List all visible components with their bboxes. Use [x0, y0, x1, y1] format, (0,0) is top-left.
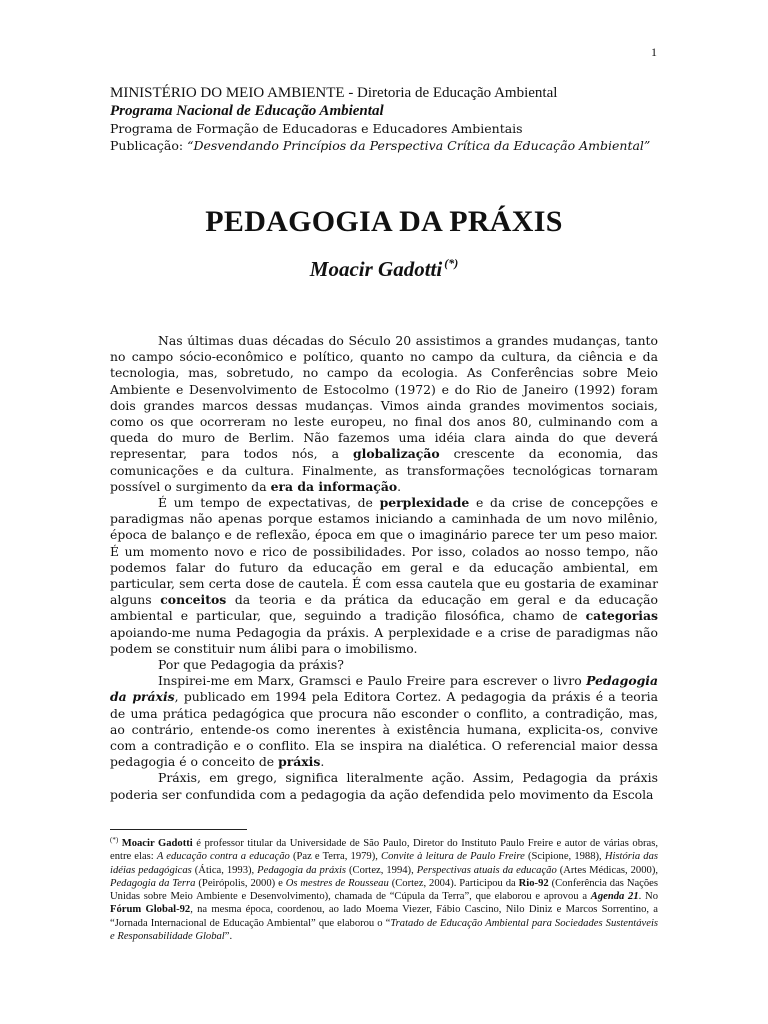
- book-title: Pedagogia da Terra: [110, 877, 196, 889]
- footnote-mark: (*): [110, 836, 119, 844]
- text-run: (Cortez, 1994),: [346, 864, 417, 876]
- book-title: História das idéias pedagógicas: [110, 851, 659, 876]
- book-title: Os mestres de Rousseau: [285, 877, 389, 889]
- author-line: [0, 256, 768, 282]
- event-name: Rio-92: [518, 877, 549, 889]
- paragraph-5: Práxis, em grego, significa literalmente ação. Assim, Pedagogia da práxis poderia ser confundida com a pedagogia da ação defendida pelo movimento da Escola: [110, 770, 658, 802]
- author-name: Moacir Gadotti: [309, 257, 443, 281]
- text-run: É um tempo de expectativas, de: [158, 495, 380, 511]
- term-conceitos: conceitos: [160, 592, 227, 608]
- text-run: (Ática, 1993),: [191, 864, 258, 876]
- event-name: Fórum Global-92: [110, 904, 191, 916]
- term-praxis: práxis: [278, 754, 321, 770]
- paragraph-3: Por que Pedagogia da práxis?: [158, 657, 344, 673]
- text-run: , publicado em 1994 pela Editora Cortez. A pedagogia da práxis é a teoria de uma prática pedagógica que procura não esconder o conflito, a contradição, mas, ao contrário, entende-os como inerentes à existência humana, explicita-os, convive com a contradição e o conflito. Ela se inspira na dialética. O referencial maior dessa pedagogia é o conceito de: [110, 689, 659, 770]
- paragraph-4: [110, 673, 658, 770]
- footnote: [110, 834, 658, 943]
- publication-label: Publicação:: [110, 138, 188, 153]
- ministry-line: MINISTÉRIO DO MEIO AMBIENTE - Diretoria de Educação Ambiental: [110, 85, 558, 101]
- footnote-separator: [110, 829, 247, 830]
- text-run: crescente da economia, das comunicações e da cultura. Finalmente, as transformações tecnológicas tornaram possível o surgimento da: [110, 446, 658, 494]
- text-run: .: [320, 754, 325, 770]
- text-run: (Artes Médicas, 2000),: [556, 864, 658, 876]
- term-globalizacao: globalização: [352, 446, 440, 462]
- paragraph-2: [110, 495, 658, 657]
- book-title-pedagogia-da-praxis: Pedagogia da práxis: [110, 673, 658, 705]
- text-run: (Conferência das Nações Unidas sobre Meio Ambiente e Desenvolvimento), chamada de “Cúpula da Terra”, que elaborou e aprovou a: [110, 877, 658, 903]
- text-run: (Peirópolis, 2000) e: [195, 877, 286, 889]
- text-run: Inspirei-me em Marx, Gramsci e Paulo Freire para escrever o livro: [158, 673, 587, 689]
- paragraph-1: [110, 333, 658, 495]
- term-categorias: categorias: [585, 608, 658, 624]
- book-title: Perspectivas atuais da educação: [416, 864, 557, 876]
- text-run: (Scipione, 1988),: [524, 851, 605, 863]
- author-footnote-mark: (*): [444, 256, 459, 270]
- text-run: , na mesma época, coordenou, ao lado Moema Viezer, Fábio Cascino, Nilo Diniz e Marcos Sorrentino, a “Jornada Internacional de Educação Ambiental” que elaborou o “: [110, 904, 658, 929]
- book-title: Pedagogia da práxis: [257, 864, 347, 876]
- footnote-author-name: Moacir Gadotti: [121, 838, 193, 849]
- book-title: Convite à leitura de Paulo Freire: [381, 851, 525, 863]
- document-header: [110, 84, 670, 154]
- article-body: [110, 333, 658, 803]
- text-run: .: [397, 478, 402, 494]
- text-run: (Paz e Terra, 1979),: [289, 851, 382, 863]
- text-run: Nas últimas duas décadas do Século 20 assistimos a grandes mudanças, tanto no campo sócio-econômico e político, quanto no campo da cultura, da ciência e da tecnologia, mas, sobretudo, no campo da ecologia. As Conferências sobre Meio Ambiente e Desenvolvimento de Estocolmo (1972) e do Rio de Janeiro (1992) foram dois grandes marcos dessas mudanças. Vimos ainda grandes movimentos sociais, como os que ocorreram no leste europeu, no final dos anos 80, culminando com a queda do muro de Berlim. Não fazemos uma idéia clara ainda do que deverá representar, para todos nós, a: [110, 333, 658, 462]
- text-run: é professor titular da Universidade de São Paulo, Diretor do Instituto Paulo Freire e autor de várias obras, entre elas:: [110, 838, 658, 863]
- program-line: Programa Nacional de Educação Ambiental: [110, 103, 384, 119]
- article-title: PEDAGOGIA DA PRÁXIS: [205, 205, 563, 238]
- text-run: apoiando-me numa Pedagogia da práxis. A perplexidade e a crise de paradigmas não podem se constituir num álibi para o imobilismo.: [110, 624, 658, 656]
- page-number: 1: [651, 45, 657, 59]
- publication-line: [110, 137, 670, 154]
- term-perplexidade: perplexidade: [379, 495, 470, 511]
- text-run: e da crise de concepções e paradigmas não apenas porque estamos iniciando a caminhada de um novo milênio, época de balanço e de reflexão, época em que o imaginário parece ter um peso maior. É um momento novo e rico de possibilidades. Por isso, colados ao nosso tempo, não podemos falar do futuro da educação em geral e da educação ambiental, em particular, sem certa dose de cautela. É com essa cautela que eu gostaria de examinar alguns: [110, 495, 658, 608]
- text-run: . No: [638, 891, 658, 903]
- document-name: Agenda 21: [590, 891, 639, 903]
- text-run: (Cortez, 2004). Participou da: [388, 877, 519, 889]
- treaty-title: Tratado de Educação Ambiental para Sociedades Sustentáveis e Responsabilidade Global: [110, 917, 659, 943]
- book-title: A educação contra a educação: [156, 851, 290, 863]
- term-era-da-informacao: era da informação: [270, 478, 398, 494]
- text-run: da teoria e da prática da educação em geral e da educação ambiental e particular, que, seguindo a tradição filosófica, chamo de: [110, 592, 658, 624]
- publication-title: “Desvendando Princípios da Perspectiva Crítica da Educação Ambiental”: [187, 138, 651, 153]
- training-program-line: Programa de Formação de Educadoras e Educadores Ambientais: [110, 121, 523, 136]
- text-run: ”.: [224, 931, 233, 943]
